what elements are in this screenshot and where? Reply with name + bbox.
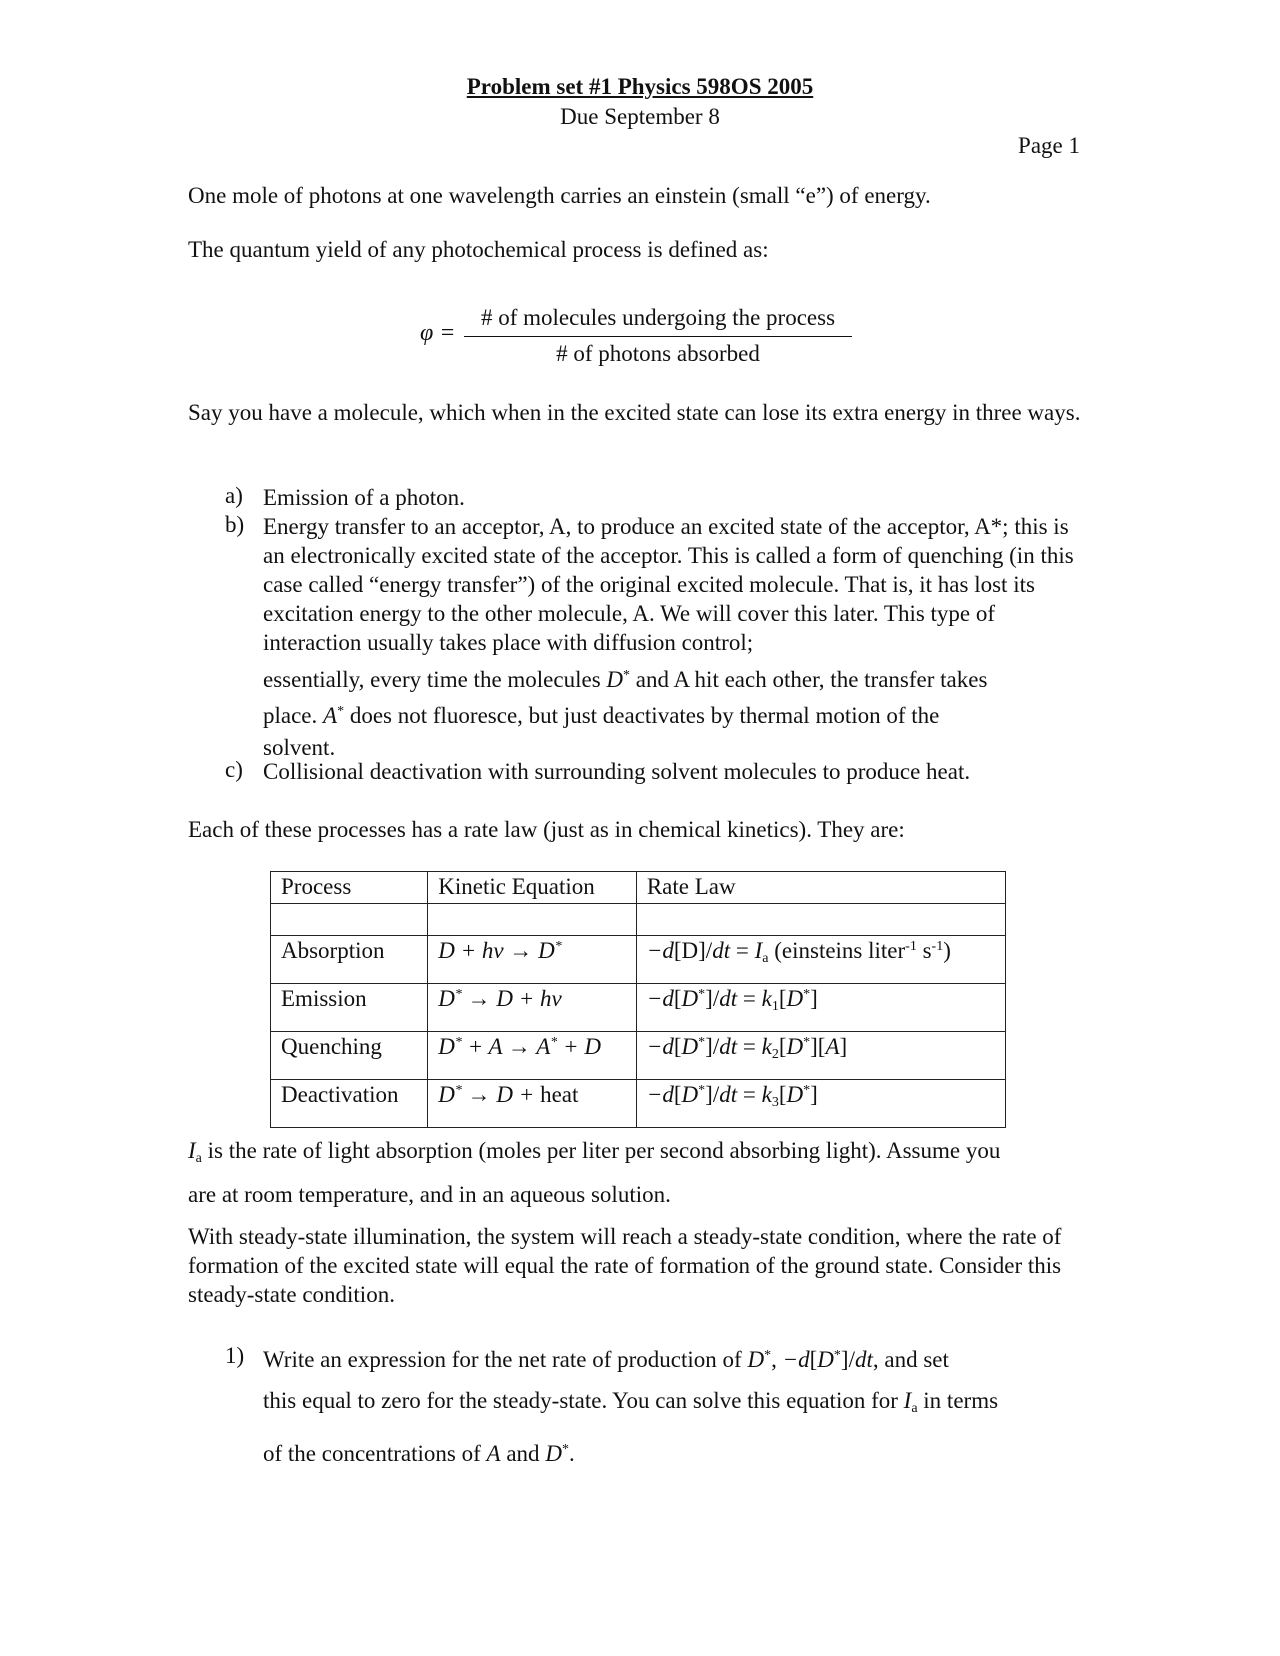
- list-marker: a): [225, 483, 243, 508]
- three-ways-paragraph: Say you have a molecule, which when in the excited state can lose its extra energy in three ways.: [188, 400, 1081, 425]
- process-emission: Emission: [271, 984, 428, 1032]
- table-row: [271, 1080, 1006, 1128]
- table-header-row: [271, 872, 1006, 904]
- list-marker: c): [225, 757, 243, 782]
- list-item-energy-transfer: Energy transfer to an acceptor, A, to produce an excited state of the acceptor, A*; this is an electronically excited state of the acceptor. This is called a form of quenching (in this case called “energy transfer”) of the original excited molecule. That is, it has lost its excitation energy to the other molecule, A. We will cover this later. This type of interaction usually takes place with diffusion control;: [263, 514, 1074, 655]
- document-title: Problem set #1 Physics 598OS 2005: [466, 74, 814, 99]
- table-blank-row: [271, 904, 1006, 936]
- intro-einstein: One mole of photons at one wavelength carries an einstein (small “e”) of energy.: [188, 183, 931, 208]
- question-number: 1): [225, 1343, 245, 1368]
- page-number: Page 1: [1018, 133, 1080, 158]
- intro-quantum-yield: The quantum yield of any photochemical process is defined as:: [188, 237, 769, 262]
- rate-deactivation: $-d[D^*]/dt = k_3[D^*]$: [636, 1080, 1005, 1128]
- table-row: [271, 936, 1006, 984]
- equation-numerator: # of molecules undergoing the process: [480, 305, 836, 330]
- process-absorption: Absorption: [271, 936, 428, 984]
- rate-absorption: $-d[D]/dt = I_a$ (einsteins liter$^{-1}$ $s^{-1}$): [636, 936, 1005, 984]
- process-deactivation: Deactivation: [271, 1080, 428, 1128]
- kinetic-absorption: D + hν → D*: [428, 936, 637, 984]
- due-date: Due September 8: [560, 104, 720, 129]
- fraction-bar: [464, 336, 852, 337]
- rate-quenching: $-d[D^*]/dt = k_2[D^*][A]$: [636, 1032, 1005, 1080]
- table-row: [271, 1032, 1006, 1080]
- rate-emission: $-d[D^*]/dt = k_1[D^*]$: [636, 984, 1005, 1032]
- phi-symbol: φ =: [420, 320, 456, 346]
- header-rate-law: Rate Law: [636, 872, 1005, 904]
- header-process: Process: [271, 872, 428, 904]
- list-item-energy-transfer-cont: essentially, every time the molecules D* and A hit each other, the transfer takes place. A* does not fluoresce, but just deactivates by thermal motion of the solvent.: [263, 667, 988, 760]
- kinetic-emission: D* → D + hν: [428, 984, 637, 1032]
- rate-law-intro: Each of these processes has a rate law (just as in chemical kinetics). They are:: [188, 817, 905, 842]
- process-quenching: Quenching: [271, 1032, 428, 1080]
- list-item-emission: Emission of a photon.: [263, 485, 465, 510]
- list-marker: b): [225, 512, 245, 537]
- equation-denominator: # of photons absorbed: [556, 341, 760, 366]
- question-1: Write an expression for the net rate of production of D*, −d[D*]/dt, and set this equal to zero for the steady-state. You can solve this equation for $I_a$ in terms of the concentrations of A and D*.: [263, 1347, 999, 1466]
- steady-state-paragraph: With steady-state illumination, the system will reach a steady-state condition, where the rate of formation of the excited state will equal the rate of formation of the ground state. Consider this steady-state condition.: [188, 1224, 1062, 1307]
- table-row: [271, 984, 1006, 1032]
- list-item-deactivation: Collisional deactivation with surrounding solvent molecules to produce heat.: [263, 759, 971, 784]
- ia-definition: $I_a$ is the rate of light absorption (moles per liter per second absorbing light). Assume you are at room temperature, and in an aqueous solution.: [188, 1138, 1001, 1207]
- kinetic-deactivation: D* → D + heat: [428, 1080, 637, 1128]
- header-kinetic-equation: Kinetic Equation: [428, 872, 637, 904]
- rate-law-table: [270, 871, 1006, 1128]
- kinetic-quenching: D* + A → A* + D: [428, 1032, 637, 1080]
